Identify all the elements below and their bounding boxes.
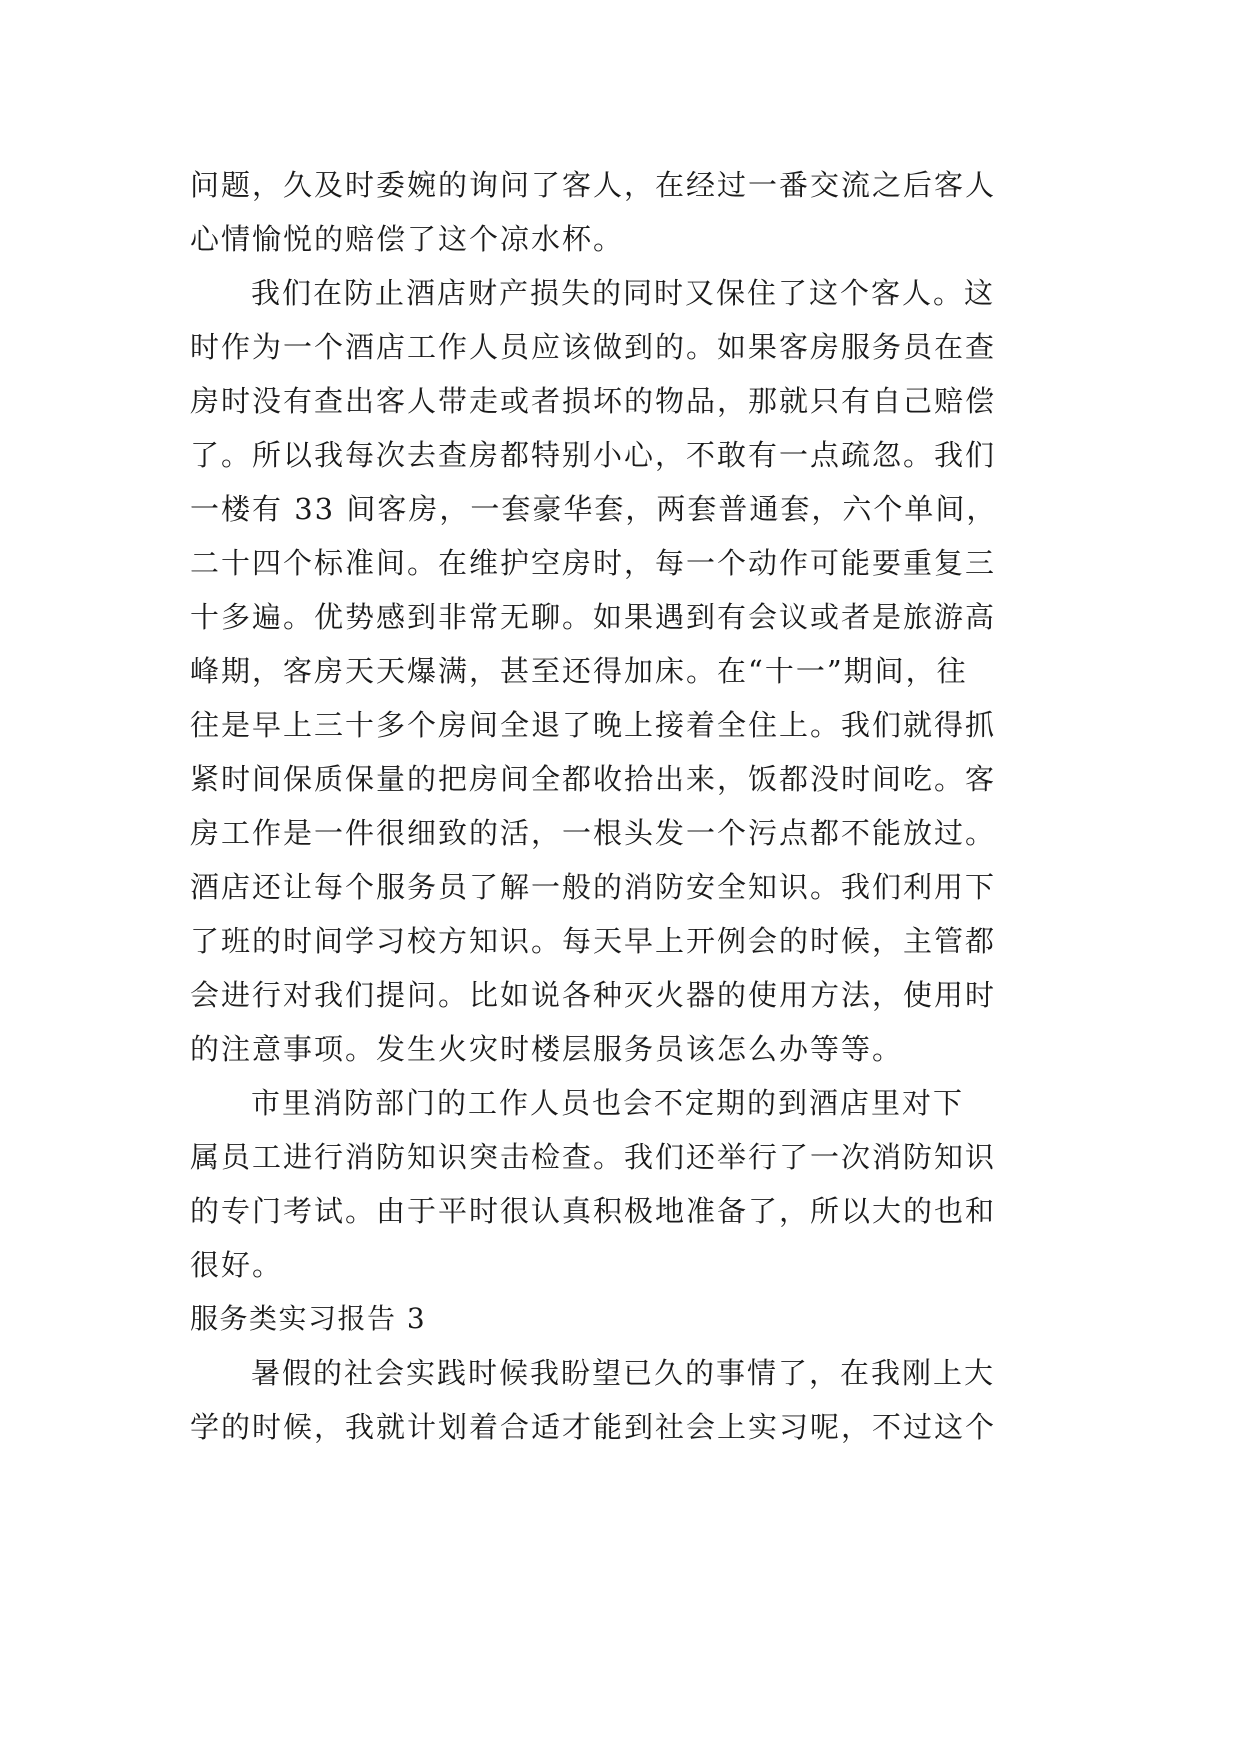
text-line: 心情愉悦的赔偿了这个凉水杯。 (190, 222, 625, 256)
text-line: 房工作是一件很细致的活，一根头发一个污点都不能放过。 (190, 816, 997, 850)
text-line: 峰期，客房天天爆满，甚至还得加床。在“十一”期间，往 (190, 654, 968, 688)
paragraph-start-line: 我们在防止酒店财产损失的同时又保住了这个客人。这 (251, 276, 996, 310)
text-line: 会进行对我们提问。比如说各种灭火器的使用方法，使用时 (190, 978, 997, 1012)
text-line: 的注意事项。发生火灾时楼层服务员该怎么办等等。 (190, 1032, 904, 1066)
paragraph-start-line: 市里消防部门的工作人员也会不定期的到酒店里对下 (251, 1086, 965, 1120)
text-line: 了班的时间学习校方知识。每天早上开例会的时候，主管都 (190, 924, 997, 958)
section-heading: 服务类实习报告 3 (190, 1302, 427, 1335)
text-line: 很好。 (190, 1248, 284, 1282)
text-line: 属员工进行消防知识突击检查。我们还举行了一次消防知识 (190, 1140, 997, 1174)
text-line: 一楼有 33 间客房，一套豪华套，两套普通套，六个单间， (190, 492, 998, 526)
paragraph-start-line: 暑假的社会实践时候我盼望已久的事情了，在我刚上大 (251, 1356, 996, 1390)
text-line: 十多遍。优势感到非常无聊。如果遇到有会议或者是旅游高 (190, 600, 997, 634)
text-line: 学的时候，我就计划着合适才能到社会上实习呢，不过这个 (190, 1410, 997, 1444)
text-line: 往是早上三十多个房间全退了晚上接着全住上。我们就得抓 (190, 708, 997, 742)
text-line: 房时没有查出客人带走或者损坏的物品，那就只有自己赔偿 (190, 384, 997, 418)
text-line: 了。所以我每次去查房都特别小心，不敢有一点疏忽。我们 (190, 438, 997, 472)
text-line: 问题，久及时委婉的询问了客人，在经过一番交流之后客人 (190, 168, 997, 202)
text-line: 紧时间保质保量的把房间全都收拾出来，饭都没时间吃。客 (190, 762, 997, 796)
text-line: 的专门考试。由于平时很认真积极地准备了，所以大的也和 (190, 1194, 997, 1228)
text-line: 时作为一个酒店工作人员应该做到的。如果客房服务员在查 (190, 330, 997, 364)
text-line: 二十四个标准间。在维护空房时，每一个动作可能要重复三 (190, 546, 997, 580)
document-body (190, 158, 1050, 1454)
text-line: 酒店还让每个服务员了解一般的消防安全知识。我们利用下 (190, 870, 997, 904)
